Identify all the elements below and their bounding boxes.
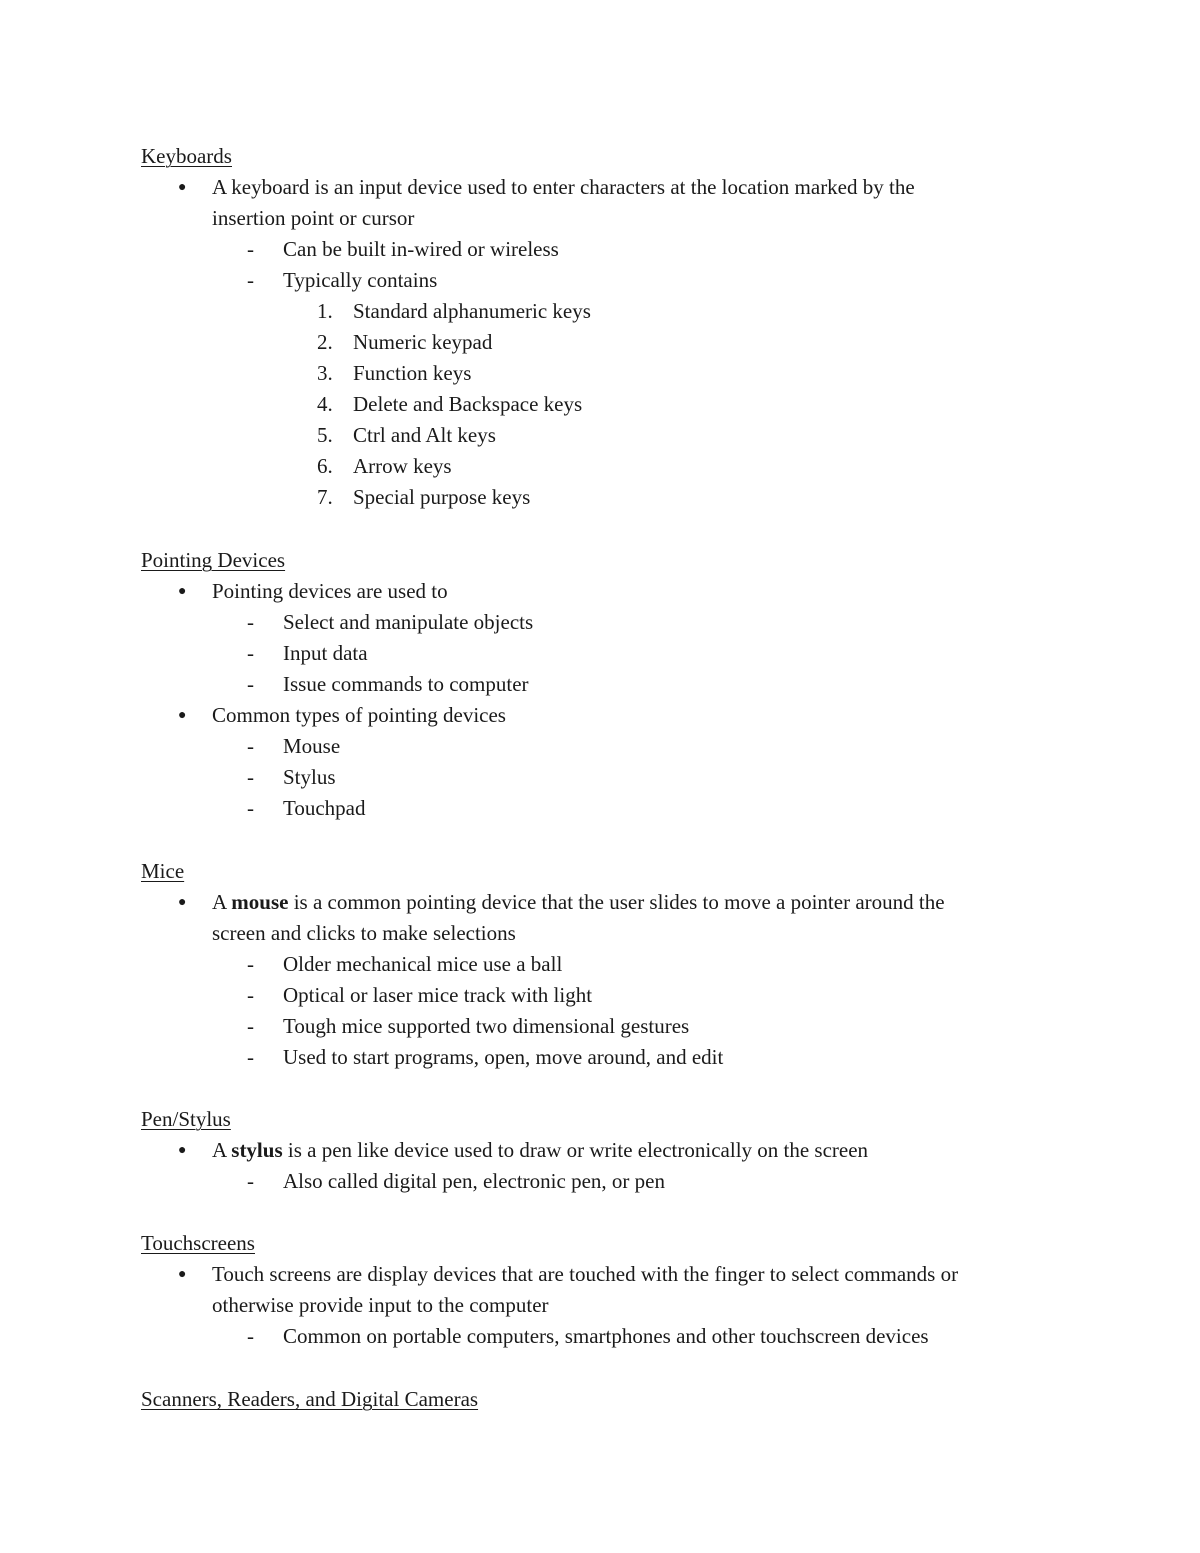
sub-list-item: Tough mice supported two dimensional gestures	[283, 1014, 690, 1038]
heading-pen-stylus: Pen/Stylus	[141, 1107, 231, 1131]
list-item-continuation: insertion point or cursor	[212, 206, 415, 230]
dash-icon: -	[247, 796, 254, 820]
text-prefix: A	[212, 890, 232, 914]
list-item	[212, 887, 945, 918]
text-prefix: A	[212, 1138, 232, 1162]
dash-icon: -	[247, 610, 254, 634]
sub-list-item: Also called digital pen, electronic pen, or pen	[283, 1169, 665, 1193]
sub-list-item: Used to start programs, open, move around, and edit	[283, 1045, 724, 1069]
bullet-icon: ●	[178, 1143, 187, 1158]
heading-scanners: Scanners, Readers, and Digital Cameras	[141, 1387, 479, 1411]
sub-list-item: Stylus	[283, 765, 336, 789]
sub-list-item: Touchpad	[283, 796, 366, 820]
numbered-item: Special purpose keys	[353, 485, 531, 509]
heading-pointing-devices: Pointing Devices	[141, 548, 286, 572]
numbered-item: Standard alphanumeric keys	[353, 299, 591, 323]
bullet-icon: ●	[178, 708, 187, 723]
sub-list-item: Issue commands to computer	[283, 672, 529, 696]
list-number: 7.	[317, 485, 333, 509]
sub-list-item: Mouse	[283, 734, 341, 758]
heading-touchscreens: Touchscreens	[141, 1231, 255, 1255]
sub-list-item: Common on portable computers, smartphones and other touchscreen devices	[283, 1324, 929, 1348]
list-item: Pointing devices are used to	[212, 579, 448, 603]
numbered-item: Ctrl and Alt keys	[353, 423, 496, 447]
bullet-icon: ●	[178, 180, 187, 195]
list-item	[212, 1135, 868, 1166]
bullet-icon: ●	[178, 1267, 187, 1282]
sub-list-item: Typically contains	[283, 268, 438, 292]
dash-icon: -	[247, 765, 254, 789]
dash-icon: -	[247, 734, 254, 758]
sub-list-item: Optical or laser mice track with light	[283, 983, 593, 1007]
numbered-item: Function keys	[353, 361, 472, 385]
dash-icon: -	[247, 1324, 254, 1348]
sub-list-item: Input data	[283, 641, 368, 665]
sub-list-item: Can be built in-wired or wireless	[283, 237, 559, 261]
sub-list-item: Select and manipulate objects	[283, 610, 534, 634]
list-item: A keyboard is an input device used to enter characters at the location marked by the	[212, 175, 915, 199]
dash-icon: -	[247, 952, 254, 976]
heading-keyboards: Keyboards	[141, 144, 232, 168]
list-item-continuation: otherwise provide input to the computer	[212, 1293, 549, 1317]
numbered-item: Arrow keys	[353, 454, 452, 478]
text-suffix: is a pen like device used to draw or write electronically on the screen	[282, 1138, 869, 1162]
dash-icon: -	[247, 672, 254, 696]
bold-term: stylus	[231, 1138, 283, 1162]
list-number: 4.	[317, 392, 333, 416]
list-number: 3.	[317, 361, 333, 385]
bullet-icon: ●	[178, 584, 187, 599]
list-number: 1.	[317, 299, 333, 323]
heading-mice: Mice	[141, 859, 185, 883]
numbered-item: Numeric keypad	[353, 330, 493, 354]
list-number: 5.	[317, 423, 333, 447]
list-item-continuation: screen and clicks to make selections	[212, 921, 516, 945]
dash-icon: -	[247, 983, 254, 1007]
dash-icon: -	[247, 641, 254, 665]
list-item: Touch screens are display devices that are touched with the finger to select commands or	[212, 1262, 959, 1286]
dash-icon: -	[247, 1014, 254, 1038]
dash-icon: -	[247, 1169, 254, 1193]
dash-icon: -	[247, 1045, 254, 1069]
numbered-item: Delete and Backspace keys	[353, 392, 583, 416]
list-number: 6.	[317, 454, 333, 478]
bold-term: mouse	[231, 890, 289, 914]
dash-icon: -	[247, 268, 254, 292]
list-number: 2.	[317, 330, 333, 354]
list-item: Common types of pointing devices	[212, 703, 506, 727]
text-suffix: is a common pointing device that the user slides to move a pointer around the	[288, 890, 945, 914]
dash-icon: -	[247, 237, 254, 261]
bullet-icon: ●	[178, 895, 187, 910]
sub-list-item: Older mechanical mice use a ball	[283, 952, 563, 976]
